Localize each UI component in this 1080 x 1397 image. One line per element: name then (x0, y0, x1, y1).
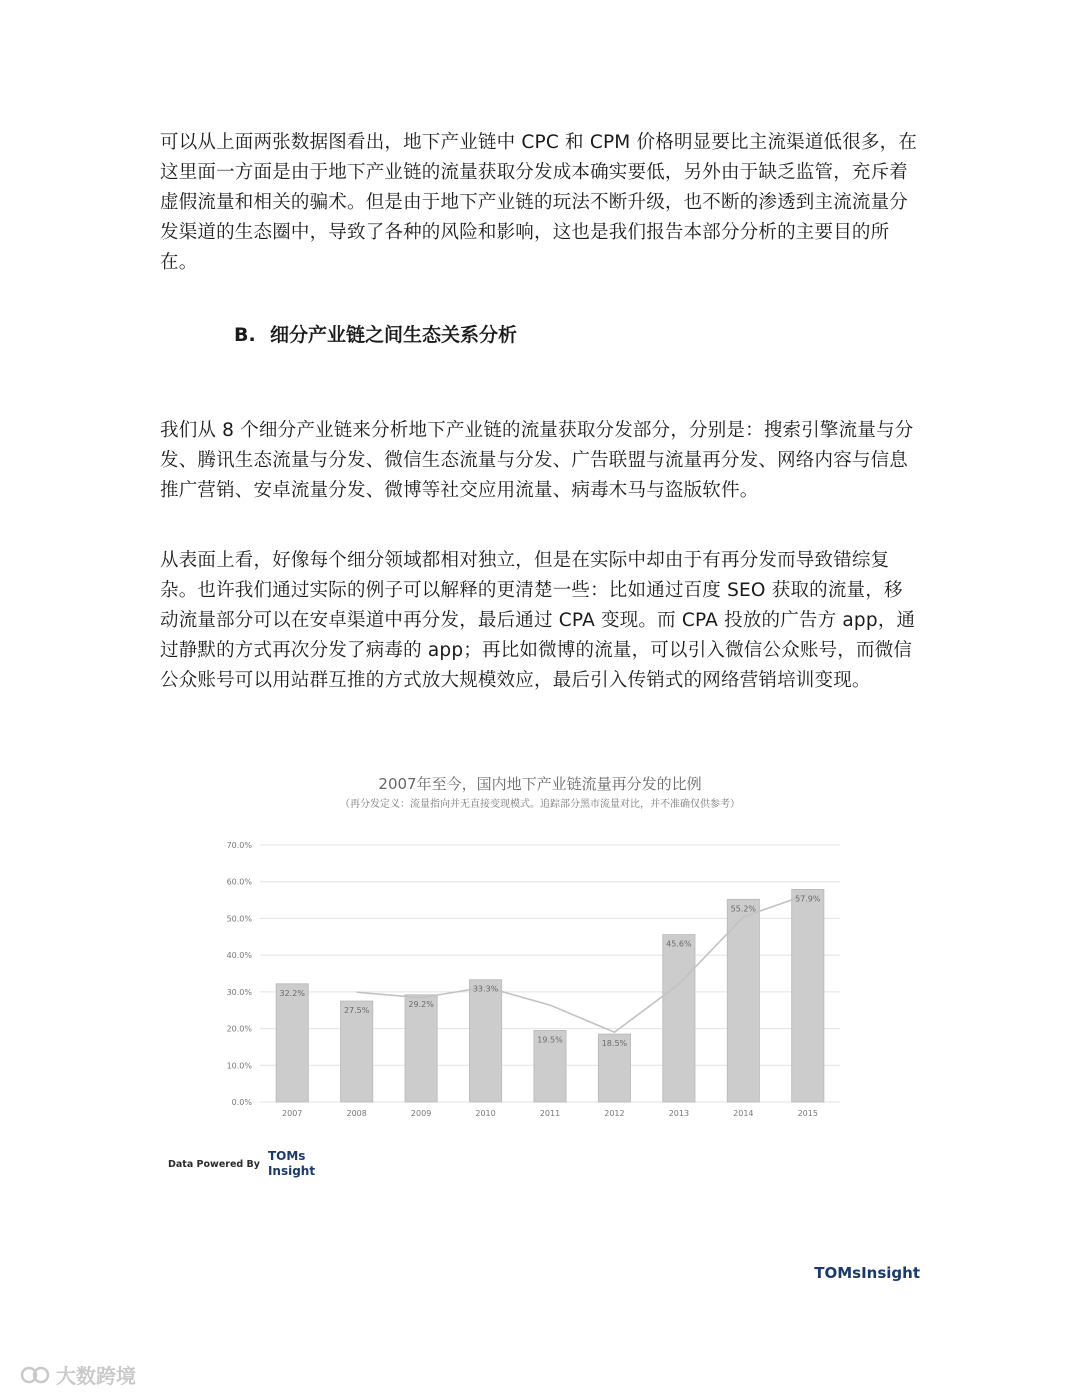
watermark (20, 1360, 136, 1389)
data-label: 55.2% (730, 904, 757, 914)
x-tick-label: 2015 (797, 1109, 818, 1118)
paragraph-2: 我们从 8 个细分产业链来分析地下产业链的流量获取分发部分，分别是：搜索引擎流量与分发、腾讯生态流量与分发、微信生态流量与分发、广告联盟与流量再分发、网络内容与信息推广营销、安卓流量分发、微博等社交应用流量、病毒木马与盗版软件。 (160, 420, 914, 501)
data-label: 45.6% (666, 939, 692, 949)
bar-2015 (792, 889, 824, 1102)
watermark-text: 大数跨境 (56, 1364, 136, 1388)
y-tick-label: 10.0% (226, 1061, 252, 1071)
data-label: 19.5% (537, 1035, 563, 1045)
watermark-logo-icon (20, 1363, 50, 1387)
bar-2009 (405, 995, 437, 1102)
x-tick-label: 2009 (410, 1109, 432, 1118)
x-tick-label: 2007 (282, 1109, 303, 1118)
data-label: 18.5% (601, 1039, 628, 1049)
data-label: 29.2% (408, 999, 434, 1009)
bar-chart (210, 765, 860, 1125)
paragraph-1: 可以从上面两张数据图看出，地下产业链中 CPC 和 CPM 价格明显要比主流渠道低很多，在这里面一方面是由于地下产业链的流量获取分发成本确实要低，另外由于缺乏监管，充斥着虚假流量和相关的骗术。但是由于地下产业链的玩法不断升级，也不断的渗透到主流流量分发渠道的生态圈中，导致了各种的风险和影响，这也是我们报告本部分分析的主要目的所在。 (160, 132, 918, 273)
y-tick-label: 0.0% (231, 1098, 252, 1107)
section-number: B. (234, 324, 256, 346)
x-tick-label: 2010 (475, 1109, 496, 1118)
x-tick-label: 2012 (604, 1109, 625, 1118)
data-credit (168, 1148, 318, 1180)
y-tick-label: 70.0% (226, 841, 252, 850)
bar-2010 (469, 980, 501, 1102)
bar-2008 (341, 1001, 373, 1102)
chart-title: 2007年至今，国内地下产业链流量再分发的比例 (378, 775, 702, 793)
bar-2013 (663, 935, 695, 1102)
data-label: 57.9% (795, 894, 821, 904)
y-tick-label: 30.0% (226, 987, 252, 997)
chart-bars (276, 889, 824, 1102)
y-tick-label: 60.0% (226, 877, 252, 887)
data-label: 27.5% (343, 1006, 370, 1016)
x-tick-label: 2008 (346, 1109, 367, 1118)
chart-svg (210, 765, 860, 1125)
section-title: 细分产业链之间生态关系分析 (270, 324, 518, 346)
y-tick-label: 20.0% (226, 1024, 252, 1034)
paragraph-3: 从表面上看，好像每个细分领域都相对独立，但是在实际中却由于有再分发而导致错综复杂。也许我们通过实际的例子可以解释的更清楚一些：比如通过百度 SEO 获取的流量，移动流量部分可以在安卓渠道中再分发，最后通过 CPA 变现。而 CPA 投放的广告方 app，通过静默的方式再次分发了病毒的 app；再比如微博的流量，可以引入微信公众账号，而微信公众账号可以用站群互推的方式放大规模效应，最后引入传销式的网络营销培训变现。 (160, 550, 916, 691)
section-heading (234, 320, 517, 350)
chart-subtitle: （再分发定义：流量指向并无直接变现模式。追踪部分黑市流量对比，并不准确仅供参考） (340, 799, 740, 810)
y-tick-label: 40.0% (226, 951, 252, 961)
y-tick-label: 50.0% (226, 914, 252, 924)
bar-2007 (276, 984, 308, 1102)
credit-label: Data Powered By (168, 1158, 260, 1170)
x-tick-label: 2011 (539, 1109, 561, 1118)
data-label: 32.2% (279, 988, 305, 998)
x-tick-label: 2013 (668, 1109, 690, 1118)
data-label: 33.3% (472, 984, 499, 994)
credit-logo: TOMs Insight (267, 1149, 316, 1178)
x-tick-label: 2014 (733, 1109, 754, 1118)
footer-logo: TOMsInsight (814, 1264, 920, 1282)
